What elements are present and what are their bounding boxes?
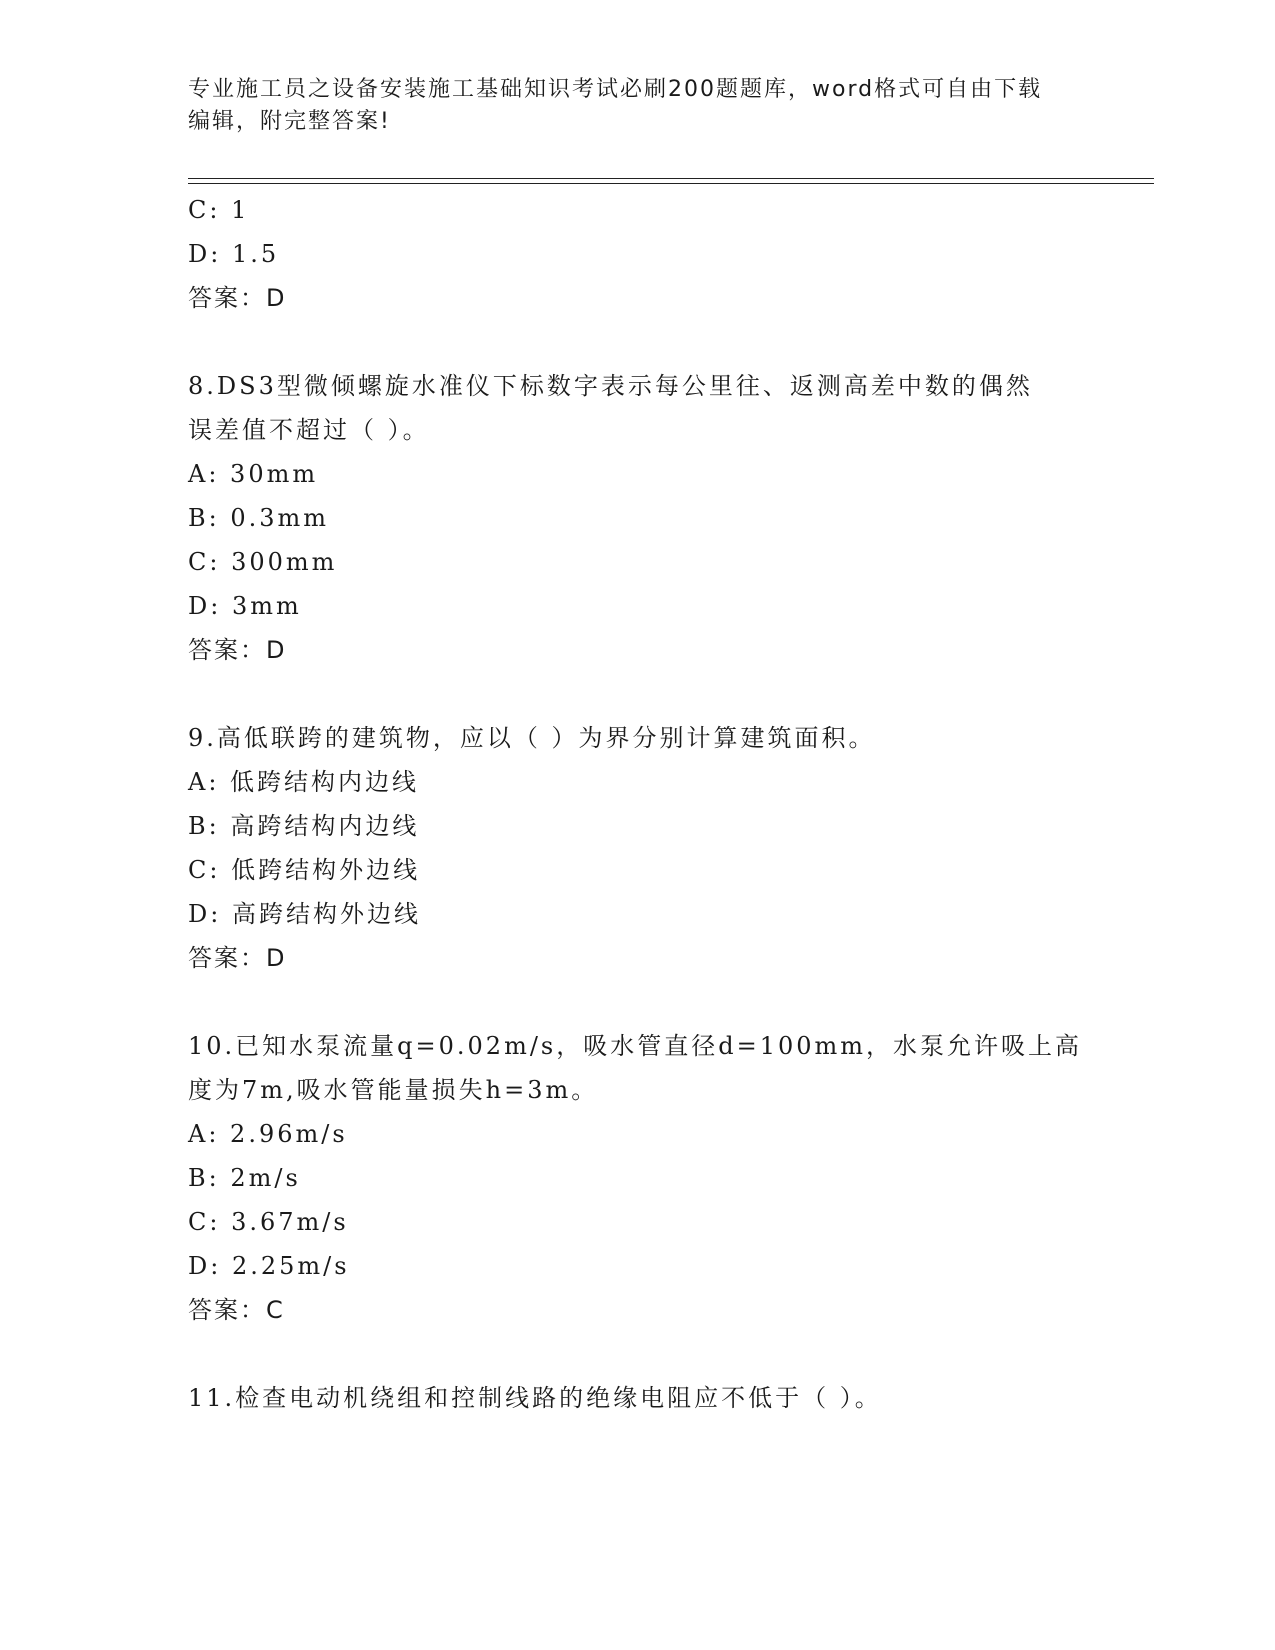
q7-option-c: C: 1 [188, 196, 250, 224]
q10-option-a: A: 2.96m/s [188, 1120, 348, 1148]
header-title-line-1: 专业施工员之设备安装施工基础知识考试必刷200题题库，word格式可自由下载 [188, 77, 1043, 102]
q10-option-d: D: 2.25m/s [188, 1252, 350, 1280]
header-divider-bottom [188, 183, 1154, 184]
q9-option-d: D: 高跨结构外边线 [188, 900, 421, 928]
q10-stem-line-1: 10.已知水泵流量q=0.02m/s，吸水管直径d=100mm，水泵允许吸上高 [188, 1032, 1083, 1060]
q8-stem-line-2: 误差值不超过（ ）。 [188, 416, 430, 444]
header-title-line-2: 编辑，附完整答案! [188, 109, 391, 134]
q8-option-b: B: 0.3mm [188, 504, 330, 532]
q9-option-a: A: 低跨结构内边线 [188, 768, 420, 796]
q10-answer: 答案：C [188, 1296, 285, 1324]
q8-answer: 答案：D [188, 636, 287, 664]
q9-stem: 9.高低联跨的建筑物，应以（ ）为界分别计算建筑面积。 [188, 724, 876, 752]
q7-option-d: D: 1.5 [188, 240, 280, 268]
q8-option-a: A: 30mm [188, 460, 319, 488]
header-divider-top [188, 178, 1154, 179]
q10-stem-line-2: 度为7m,吸水管能量损失h=3m。 [188, 1076, 599, 1104]
q8-stem-line-1: 8.DS3型微倾螺旋水准仪下标数字表示每公里往、返测高差中数的偶然 [188, 372, 1033, 400]
q10-option-c: C: 3.67m/s [188, 1208, 349, 1236]
q8-option-d: D: 3mm [188, 592, 302, 620]
q8-option-c: C: 300mm [188, 548, 338, 576]
q9-option-c: C: 低跨结构外边线 [188, 856, 421, 884]
q9-answer: 答案：D [188, 944, 287, 972]
q10-option-b: B: 2m/s [188, 1164, 301, 1192]
q11-stem: 11.检查电动机绕组和控制线路的绝缘电阻应不低于（ ）。 [188, 1384, 882, 1412]
document-header [188, 74, 1068, 138]
q9-option-b: B: 高跨结构内边线 [188, 812, 420, 840]
q7-answer: 答案：D [188, 284, 287, 312]
